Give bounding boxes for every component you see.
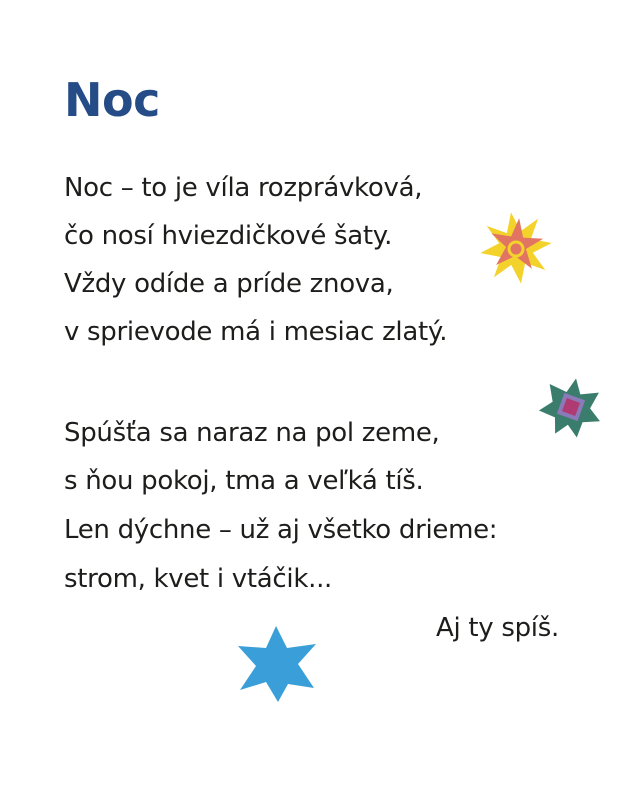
stanza-1-line-3: Vždy odíde a príde znova,: [64, 269, 394, 299]
stanza-2-line-2: s ňou pokoj, tma a veľká tíš.: [64, 466, 424, 496]
stanza-1-line-1: Noc – to je víla rozprávková,: [64, 173, 423, 203]
yellow-star-icon: [476, 208, 556, 288]
stanza-2-line-4: strom, kvet i vtáčik...: [64, 564, 332, 594]
poem-title: Noc: [64, 73, 160, 127]
stanza-1-line-4: v sprievode má i mesiac zlatý.: [64, 317, 448, 347]
stanza-2-line-1: Spúšťa sa naraz na pol zeme,: [64, 418, 440, 448]
stanza-1-line-2: čo nosí hviezdičkové šaty.: [64, 221, 393, 251]
teal-star-icon: [538, 376, 604, 438]
closing-line: Aj ty spíš.: [436, 613, 559, 643]
stanza-2-line-3: Len dýchne – už aj všetko drieme:: [64, 515, 498, 545]
blue-star-icon: [234, 624, 322, 704]
